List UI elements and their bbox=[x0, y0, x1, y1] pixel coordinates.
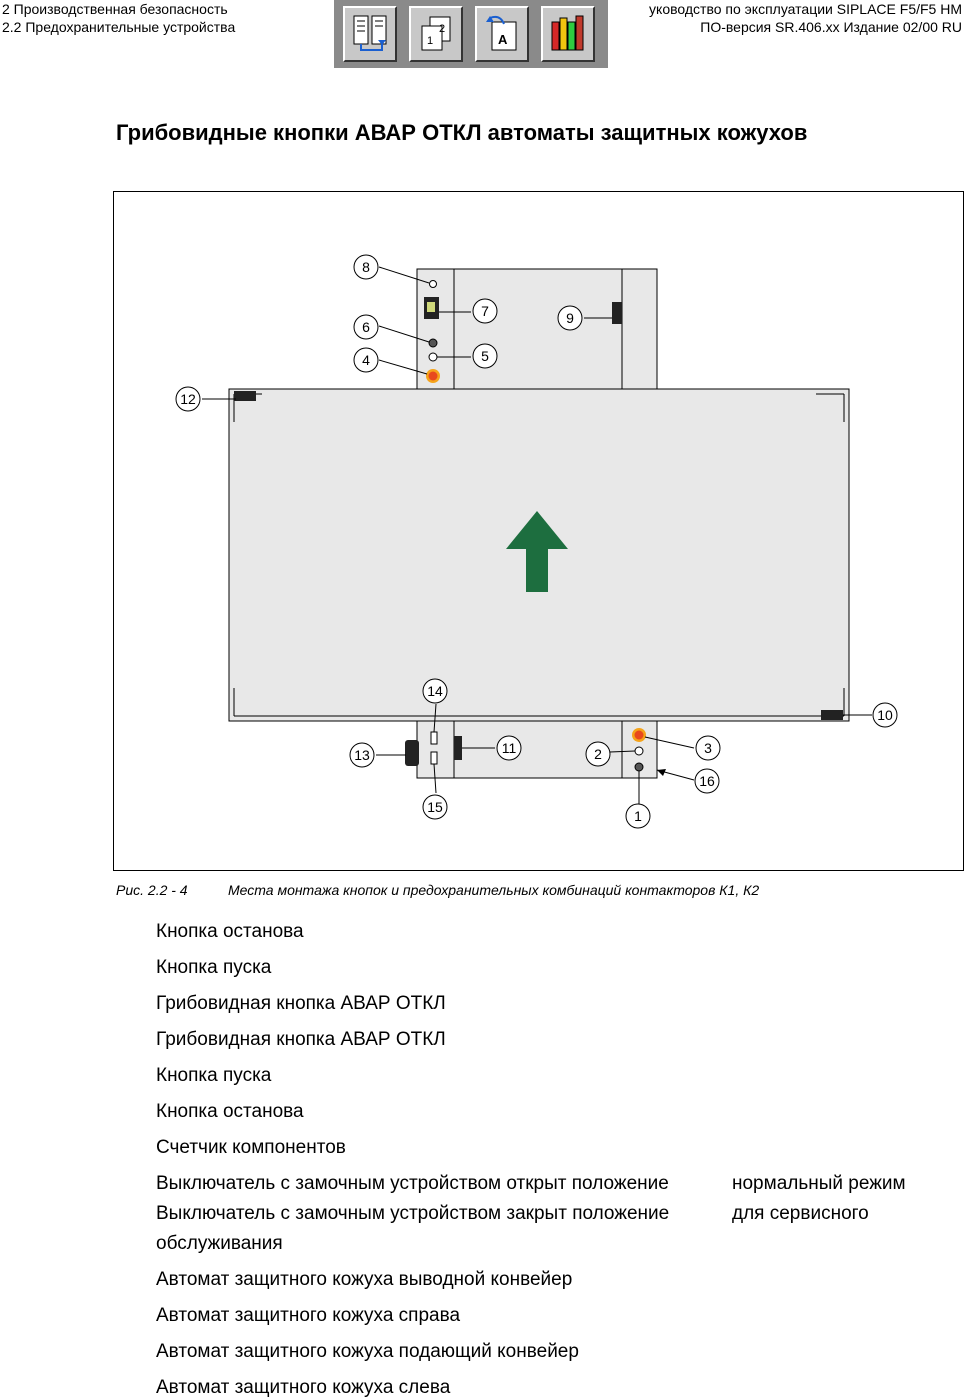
legend-item-6: Кнопка останова bbox=[156, 1101, 304, 1122]
find-icon bbox=[484, 14, 520, 54]
figure-caption bbox=[116, 882, 759, 898]
start-button-upper bbox=[429, 353, 437, 361]
legend-item-9-mode: для сервисного bbox=[732, 1203, 869, 1224]
legend-item-8 bbox=[156, 1173, 906, 1195]
legend-item-3: Грибовидная кнопка АВАР ОТКЛ bbox=[156, 993, 446, 1014]
legend-item-4: Грибовидная кнопка АВАР ОТКЛ bbox=[156, 1029, 446, 1050]
callout-label-2: 2 bbox=[594, 746, 602, 762]
contents-button[interactable] bbox=[343, 6, 397, 62]
callout-label-13: 13 bbox=[354, 747, 370, 763]
legend-item-9 bbox=[156, 1203, 869, 1225]
header-version: ПО-версия SR.406.xx Издание 02/00 RU bbox=[700, 19, 962, 35]
callout-label-6: 6 bbox=[362, 319, 370, 335]
cover-switch-right bbox=[821, 710, 843, 720]
legend-item-9-text: Выключатель с замочным устройством закрыт положение bbox=[156, 1203, 670, 1224]
callout-label-8: 8 bbox=[362, 259, 370, 275]
door-switch-14 bbox=[431, 732, 437, 744]
svg-text:1: 1 bbox=[427, 35, 434, 47]
legend-item-12: Автомат защитного кожуха подающий конвейер bbox=[156, 1341, 579, 1362]
header-subsection-path: 2.2 Предохранительные устройства bbox=[2, 19, 236, 35]
callout-label-14: 14 bbox=[427, 683, 443, 699]
svg-text:2: 2 bbox=[439, 23, 446, 35]
legend-item-8-text: Выключатель с замочным устройством открыт положение bbox=[156, 1173, 669, 1194]
callout-label-5: 5 bbox=[481, 348, 489, 364]
callout-label-16: 16 bbox=[699, 773, 715, 789]
callout-label-12: 12 bbox=[180, 391, 196, 407]
figure-frame bbox=[113, 191, 964, 871]
page-title: Грибовидные кнопки АВАР ОТКЛ автоматы защитных кожухов bbox=[116, 120, 808, 145]
pages-icon bbox=[418, 14, 454, 54]
stop-button-lower bbox=[635, 763, 643, 771]
callout-label-11: 11 bbox=[501, 740, 517, 756]
library-button[interactable] bbox=[541, 6, 595, 62]
callout-label-7: 7 bbox=[481, 303, 489, 319]
legend-item-13: Автомат защитного кожуха слева bbox=[156, 1377, 451, 1398]
machine-layout-diagram bbox=[114, 192, 964, 872]
legend-item-5: Кнопка пуска bbox=[156, 1065, 272, 1086]
library-books-icon bbox=[550, 14, 586, 54]
find-button[interactable] bbox=[475, 6, 529, 62]
indicator-lamp bbox=[430, 281, 437, 288]
legend-item-1: Кнопка останова bbox=[156, 921, 304, 942]
navigation-toolbar bbox=[334, 0, 608, 68]
legend-item-7: Счетчик компонентов bbox=[156, 1137, 346, 1158]
stop-button-upper bbox=[429, 339, 437, 347]
legend-item-11: Автомат защитного кожуха справа bbox=[156, 1305, 461, 1326]
callout-label-15: 15 bbox=[427, 799, 443, 815]
cover-switch-right-upper bbox=[612, 302, 622, 324]
legend-item-8-mode: нормальный режим bbox=[732, 1173, 906, 1194]
door-switch-15 bbox=[431, 752, 437, 764]
pages-button[interactable] bbox=[409, 6, 463, 62]
callout-label-9: 9 bbox=[566, 310, 574, 326]
cover-switch-feeder bbox=[405, 740, 419, 766]
caption-number: Рис. 2.2 - 4 bbox=[116, 882, 188, 898]
header-manual-title: уководство по эксплуатации SIPLACE F5/F5 HM bbox=[649, 1, 962, 17]
legend-item-10: Автомат защитного кожуха выводной конвейер bbox=[156, 1269, 573, 1290]
cover-switch-left bbox=[234, 391, 256, 401]
callout-label-10: 10 bbox=[877, 707, 893, 723]
contents-icon bbox=[352, 14, 388, 54]
legend-item-9-continued: обслуживания bbox=[156, 1233, 283, 1254]
callout-label-4: 4 bbox=[362, 352, 370, 368]
svg-text:A: A bbox=[498, 32, 508, 47]
start-button-lower bbox=[635, 747, 643, 755]
callout-label-1: 1 bbox=[634, 808, 642, 824]
caption-text: Места монтажа кнопок и предохранительных комбинаций контакторов К1, К2 bbox=[228, 882, 760, 898]
header-section-path: 2 Производственная безопасность bbox=[2, 1, 228, 17]
legend-item-2: Кнопка пуска bbox=[156, 957, 272, 978]
callout-label-3: 3 bbox=[704, 740, 712, 756]
cover-switch-output bbox=[454, 736, 462, 760]
